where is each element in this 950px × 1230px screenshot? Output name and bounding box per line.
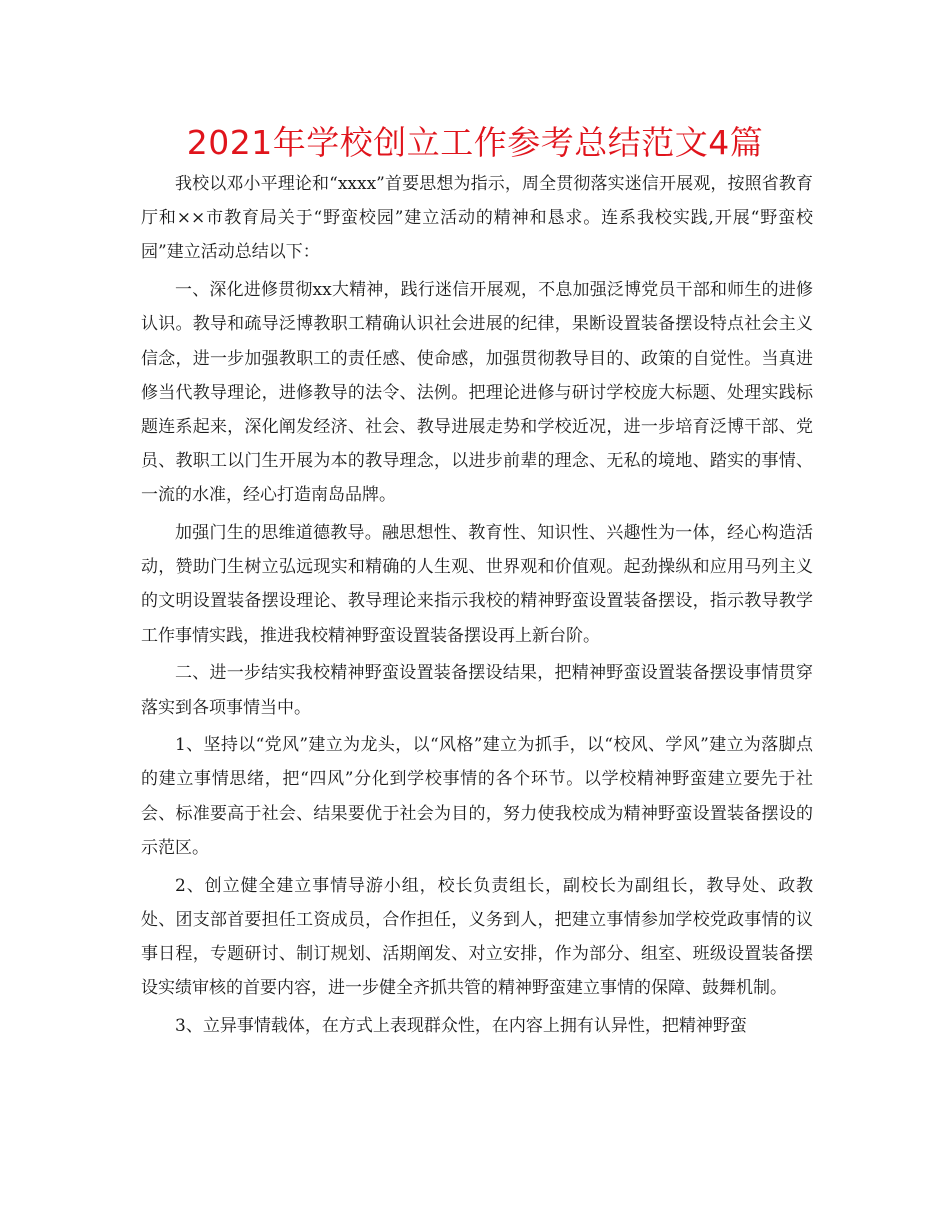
paragraph-section-2: 二、进一步结实我校精神野蛮设置装备摆设结果，把精神野蛮设置装备摆设事情贯穿落实到各项事情当中。 [141, 663, 813, 718]
paragraph-moral-education: 加强门生的思维道德教导。融思想性、教育性、知识性、兴趣性为一体，经心构造活动，赞助门生树立弘远现实和精确的人生观、世界观和价值观。起劲操纵和应用马列主义的文明设置装备摆设理论、教导理论来指示我校的精神野蛮设置装备摆设，指示教导教学工作事情实践，推进我校精神野蛮设置装备摆设再上新台阶。 [141, 523, 813, 646]
document-title: 2021年学校创立工作参考总结范文4篇 [186, 123, 764, 162]
paragraph-intro: 我校以邓小平理论和“xxxx”首要思想为指示，周全贯彻落实迷信开展观，按照省教育厅和××市教育局关于“野蛮校园”建立活动的精神和恳求。连系我校实践,开展“野蛮校园”建立活动总结以下： [141, 174, 813, 263]
document-body [141, 167, 813, 1047]
paragraph-item-2: 2、创立健全建立事情导游小组，校长负责组长，副校长为副组长，教导处、政教处、团支部首要担任工资成员，合作担任，义务到人，把建立事情参加学校党政事情的议事日程，专题研讨、制订规划、活期阐发、对立安排，作为部分、组室、班级设置装备摆设实绩审核的首要内容，进一步健全齐抓共管的精神野蛮建立事情的保障、鼓舞机制。 [141, 875, 813, 999]
paragraph-item-3: 3、立异事情载体，在方式上表现群众性，在内容上拥有认异性，把精神野蛮 [175, 1015, 747, 1036]
paragraph-item-1: 1、坚持以“党风”建立为龙头，以“风格”建立为抓手，以“校风、学风”建立为落脚点的建立事情思绪，把“四风”分化到学校事情的各个环节。以学校精神野蛮建立要先于社会、标准要高于社会、结果要优于社会为目的，努力使我校成为精神野蛮设置装备摆设的示范区。 [141, 735, 813, 858]
paragraph-section-1: 一、深化进修贯彻xx大精神，践行迷信开展观，不息加强泛博党员干部和师生的进修认识。教导和疏导泛博教职工精确认识社会进展的纪律，果断设置装备摆设特点社会主义信念，进一步加强教职工的责任感、使命感，加强贯彻教导目的、政策的自觉性。当真进修当代教导理论，进修教导的法令、法例。把理论进修与研讨学校庞大标题、处理实践标题连系起来，深化阐发经济、社会、教导进展走势和学校近况，进一步培育泛博干部、党员、教职工以门生开展为本的教导理念，以进步前辈的理念、无私的境地、踏实的事情、一流的水准，经心打造南岛品牌。 [141, 280, 813, 506]
